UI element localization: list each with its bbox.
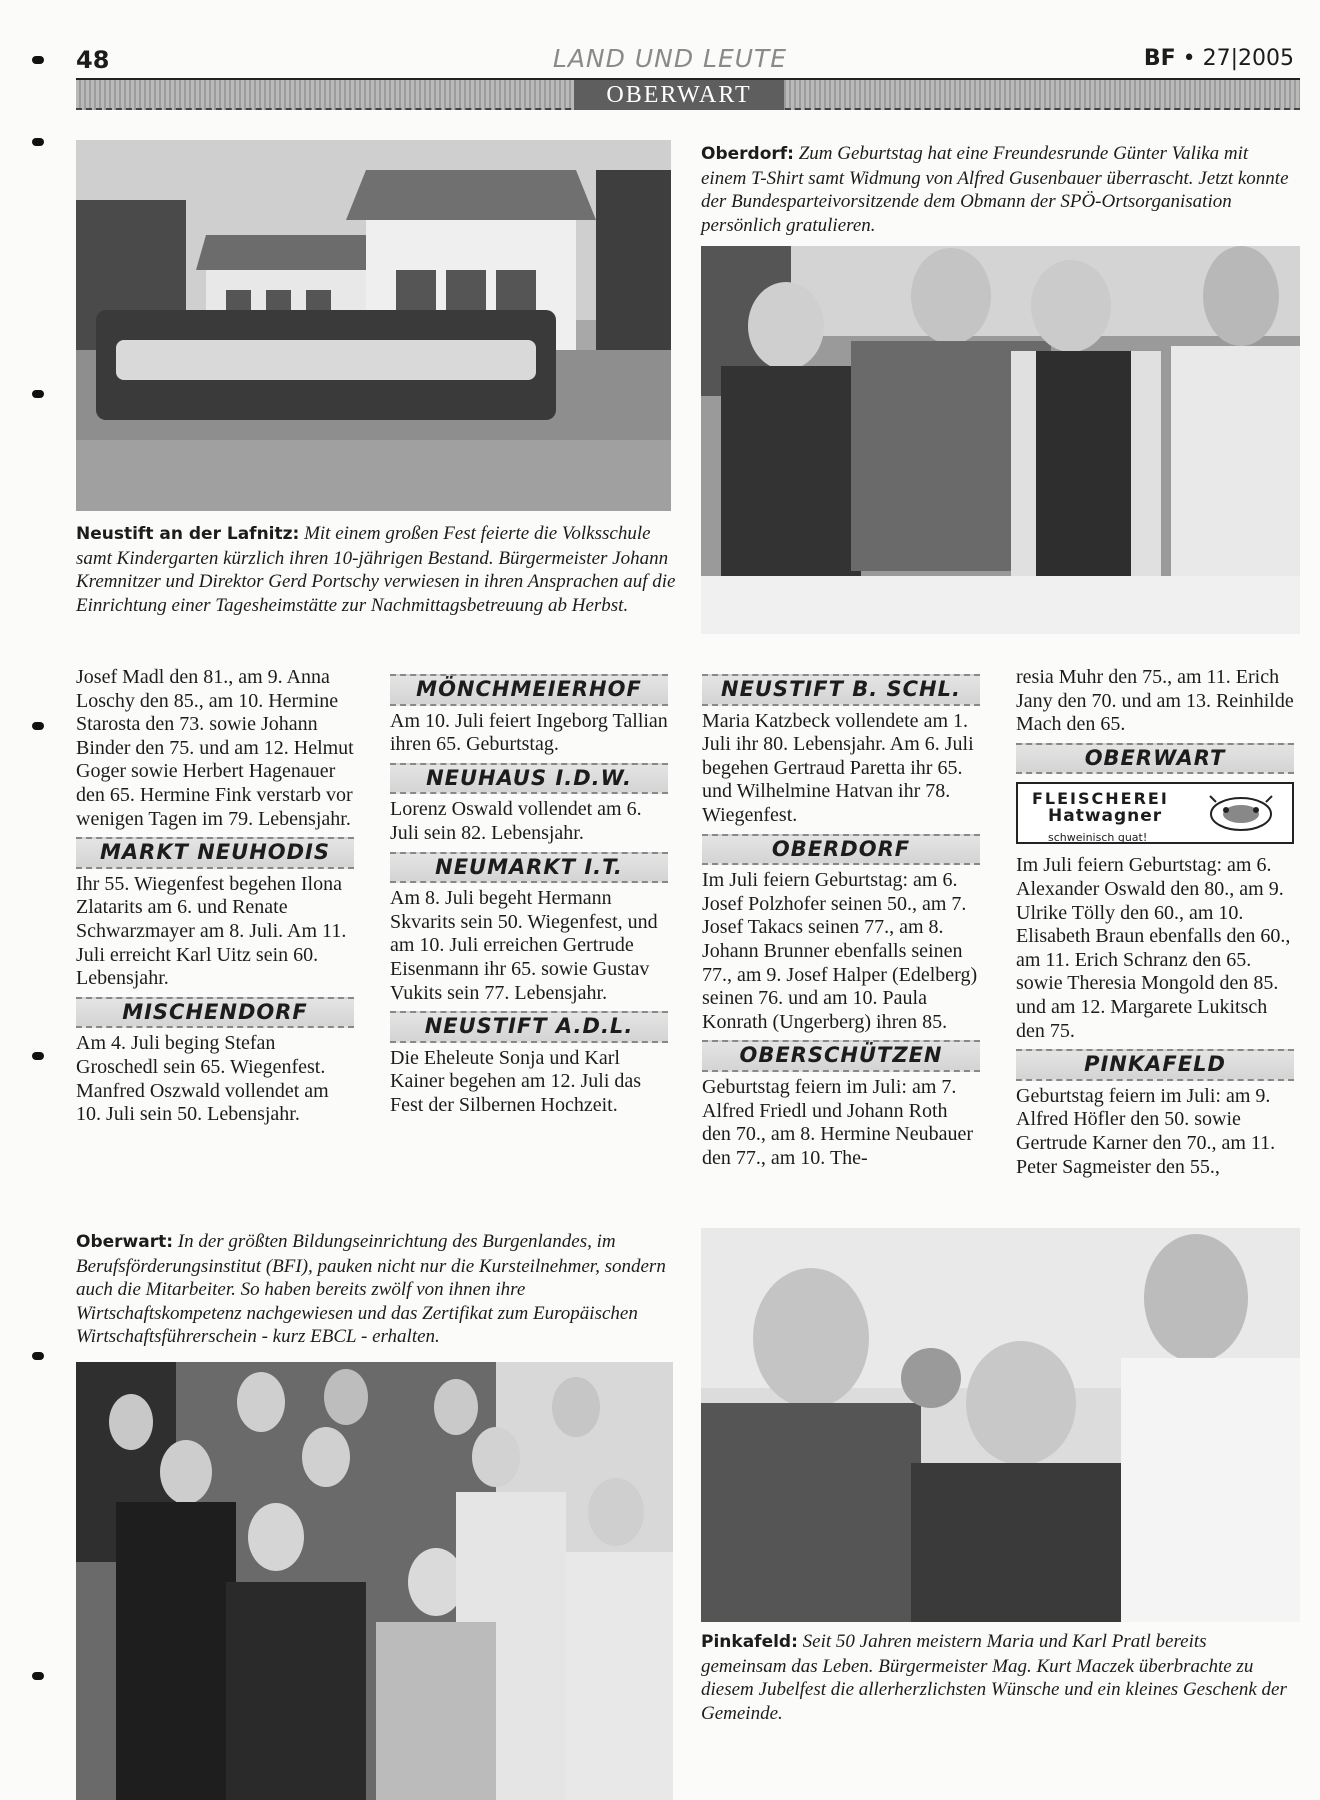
issue-number: • 27|2005 — [1182, 46, 1294, 71]
section-heading-moenchmeierhof: MÖNCHMEIERHOF — [390, 674, 668, 706]
section-title: OBERWART — [574, 80, 784, 110]
punch-mark — [32, 1052, 44, 1060]
text-paragraph: Die Eheleute Sonja und Karl Kainer begehen am 12. Juli das Fest der Silbernen Hochzeit. — [390, 1046, 642, 1116]
pig-logo-icon — [1206, 792, 1276, 834]
caption-text: Zum Geburtstag hat eine Freundesrunde Günter Valika mit einem T-Shirt samt Widmung von Alfred Gusenbauer überrascht. Jetzt konnte der Bundesparteivorsitzende dem Obmann der SPÖ-Ortsorganisation persönlich gratulieren. — [701, 143, 1289, 236]
text-paragraph: Lorenz Oswald vollendet am 6. Juli sein 82. Lebensjahr. — [390, 798, 642, 844]
caption-place: Pinkafeld: — [701, 1632, 798, 1652]
ad-line-1: FLEISCHEREI — [1032, 789, 1169, 809]
page-title: LAND UND LEUTE — [552, 44, 788, 73]
issue-info — [1144, 46, 1294, 71]
ad-line-2: Hatwagner — [1048, 806, 1163, 827]
fleischerei-ad — [1016, 782, 1294, 844]
text-paragraph: Am 8. Juli begeht Hermann Skvarits sein 50. Wiegenfest, und am 10. Juli erreichen Gertrude Eisenmann ihr 65. sowie Gustav Vukits sein 77. Lebensjahr. — [390, 887, 658, 1004]
punch-mark — [32, 56, 44, 64]
column-4 — [1016, 666, 1294, 1179]
section-heading-markt-neuhodis: MARKT NEUHODIS — [76, 837, 354, 869]
caption-text: Seit 50 Jahren meistern Maria und Karl Pratl bereits gemeinsam das Leben. Bürgermeister Mag. Kurt Maczek überbrachte zu diesem Jubelfest die allerherzlichsten Wünsche und ein kleines Geschenk der Gemeinde. — [701, 1631, 1287, 1724]
photo-school-group — [76, 140, 671, 511]
text-paragraph: Am 4. Juli beging Stefan Groschedl sein 65. Wiegenfest. Manfred Oszwald vollendet am 10. Juli sein 50. Lebensjahr. — [76, 1032, 329, 1126]
text-paragraph: Geburtstag feiern im Juli: am 9. Alfred Höfler den 50. sowie Gertrude Karner den 70., am 11. Peter Sagmeister den 55., — [1016, 1084, 1276, 1178]
punch-mark — [32, 722, 44, 730]
page-number: 48 — [76, 46, 110, 74]
section-heading-pinkafeld: PINKAFELD — [1016, 1049, 1294, 1081]
section-heading-oberdorf: OBERDORF — [702, 834, 980, 866]
caption-place: Oberwart: — [76, 1232, 174, 1252]
text-paragraph: Am 10. Juli feiert Ingeborg Tallian ihren 65. Geburtstag. — [390, 709, 668, 756]
photo-oberdorf-group — [701, 246, 1300, 634]
column-2 — [390, 666, 668, 1118]
section-heading-neumarkt: NEUMARKT I.T. — [390, 852, 668, 884]
caption-place: Oberdorf: — [701, 144, 794, 164]
section-heading-oberschuetzen: OBERSCHÜTZEN — [702, 1040, 980, 1072]
text-paragraph: Im Juli feiern Geburtstag: am 6. Alexander Oswald den 80., am 9. Ulrike Tölly den 60., am 10. Elisabeth Braun ebenfalls den 60., am 11. Erich Schranz den 65. sowie Theresia Mongold den 85. und am 12. Margarete Lukitsch den 75. — [1016, 854, 1291, 1042]
publication-name: BF — [1143, 46, 1176, 71]
caption-text: Mit einem großen Fest feierte die Volksschule samt Kindergarten kürzlich ihren 10-jährigen Bestand. Bürgermeister Johann Kremnitzer und Direktor Gerd Portschy verwiesen in ihren Ansprachen auf die Einrichtung einer Tagesheimstätte zur Nachmittagsbetreuung ab Herbst. — [76, 523, 676, 616]
text-paragraph: Ihr 55. Wiegenfest begehen Ilona Zlatarits am 6. und Renate Schwarzmayer am 8. Juli. Am 11. Juli erreicht Karl Uitz sein 60. Lebensjahr. — [76, 872, 347, 990]
punch-mark — [32, 1672, 44, 1680]
caption-oberwart — [76, 1230, 676, 1349]
caption-neustift — [76, 522, 676, 617]
caption-pinkafeld — [701, 1630, 1296, 1725]
section-heading-neuhaus: NEUHAUS I.D.W. — [390, 763, 668, 795]
column-3 — [702, 666, 980, 1170]
text-paragraph: Im Juli feiern Geburtstag: am 6. Josef Polzhofer seinen 50., am 7. Josef Takacs seinen 77., am 8. Johann Brunner ebenfalls seinen 77., am 9. Josef Halper (Edelberg) seinen 76. und am 10. Paula Konrath (Ungerberg) ihren 85. — [702, 869, 978, 1033]
text-paragraph: Josef Madl den 81., am 9. Anna Loschy den 85., am 10. Hermine Starosta den 73. sowie Johann Binder den 75. und am 12. Helmut Goger sowie Herbert Hagenauer den 65. Hermine Fink verstarb vor wenigen Tagen im 79. Lebensjahr. — [76, 666, 354, 830]
section-heading-neustift-adl: NEUSTIFT A.D.L. — [390, 1011, 668, 1043]
section-heading-neustift-bschl: NEUSTIFT B. SCHL. — [702, 674, 980, 706]
caption-text: In der größten Bildungseinrichtung des Burgenlandes, im Berufsförderungsinstitut (BFI), pauken nicht nur die Kursteilnehmer, sondern auch die Mitarbeiter. So haben bereits zwölf von ihnen ihre Wirtschaftskompetenz nachgewiesen und das Zertifikat zum Europäischen Wirtschaftsführerschein - kurz EBCL - erhalten. — [76, 1231, 666, 1347]
caption-oberdorf — [701, 142, 1291, 237]
column-1 — [76, 666, 354, 1127]
text-paragraph: Maria Katzbeck vollendete am 1. Juli ihr 80. Lebensjahr. Am 6. Juli begehen Gertraud Paretta ihr 65. und Wilhelmine Hatvan ihr 78. Wiegenfest. — [702, 709, 974, 826]
text-paragraph: resia Muhr den 75., am 11. Erich Jany den 70. und am 13. Reinhilde Mach den 65. — [1016, 666, 1294, 736]
punch-mark — [32, 390, 44, 398]
section-heading-oberwart: OBERWART — [1016, 743, 1294, 775]
caption-place: Neustift an der Lafnitz: — [76, 524, 300, 544]
ad-slogan: schweinisch guat! — [1048, 831, 1148, 845]
punch-mark — [32, 1352, 44, 1360]
text-paragraph: Geburtstag feiern im Juli: am 7. Alfred Friedl und Johann Roth den 70., am 8. Hermine Neubauer den 77., am 10. The- — [702, 1075, 974, 1169]
photo-pinkafeld-couple — [701, 1228, 1300, 1622]
photo-bfi-group — [76, 1362, 673, 1800]
section-heading-mischendorf: MISCHENDORF — [76, 997, 354, 1029]
punch-mark — [32, 138, 44, 146]
